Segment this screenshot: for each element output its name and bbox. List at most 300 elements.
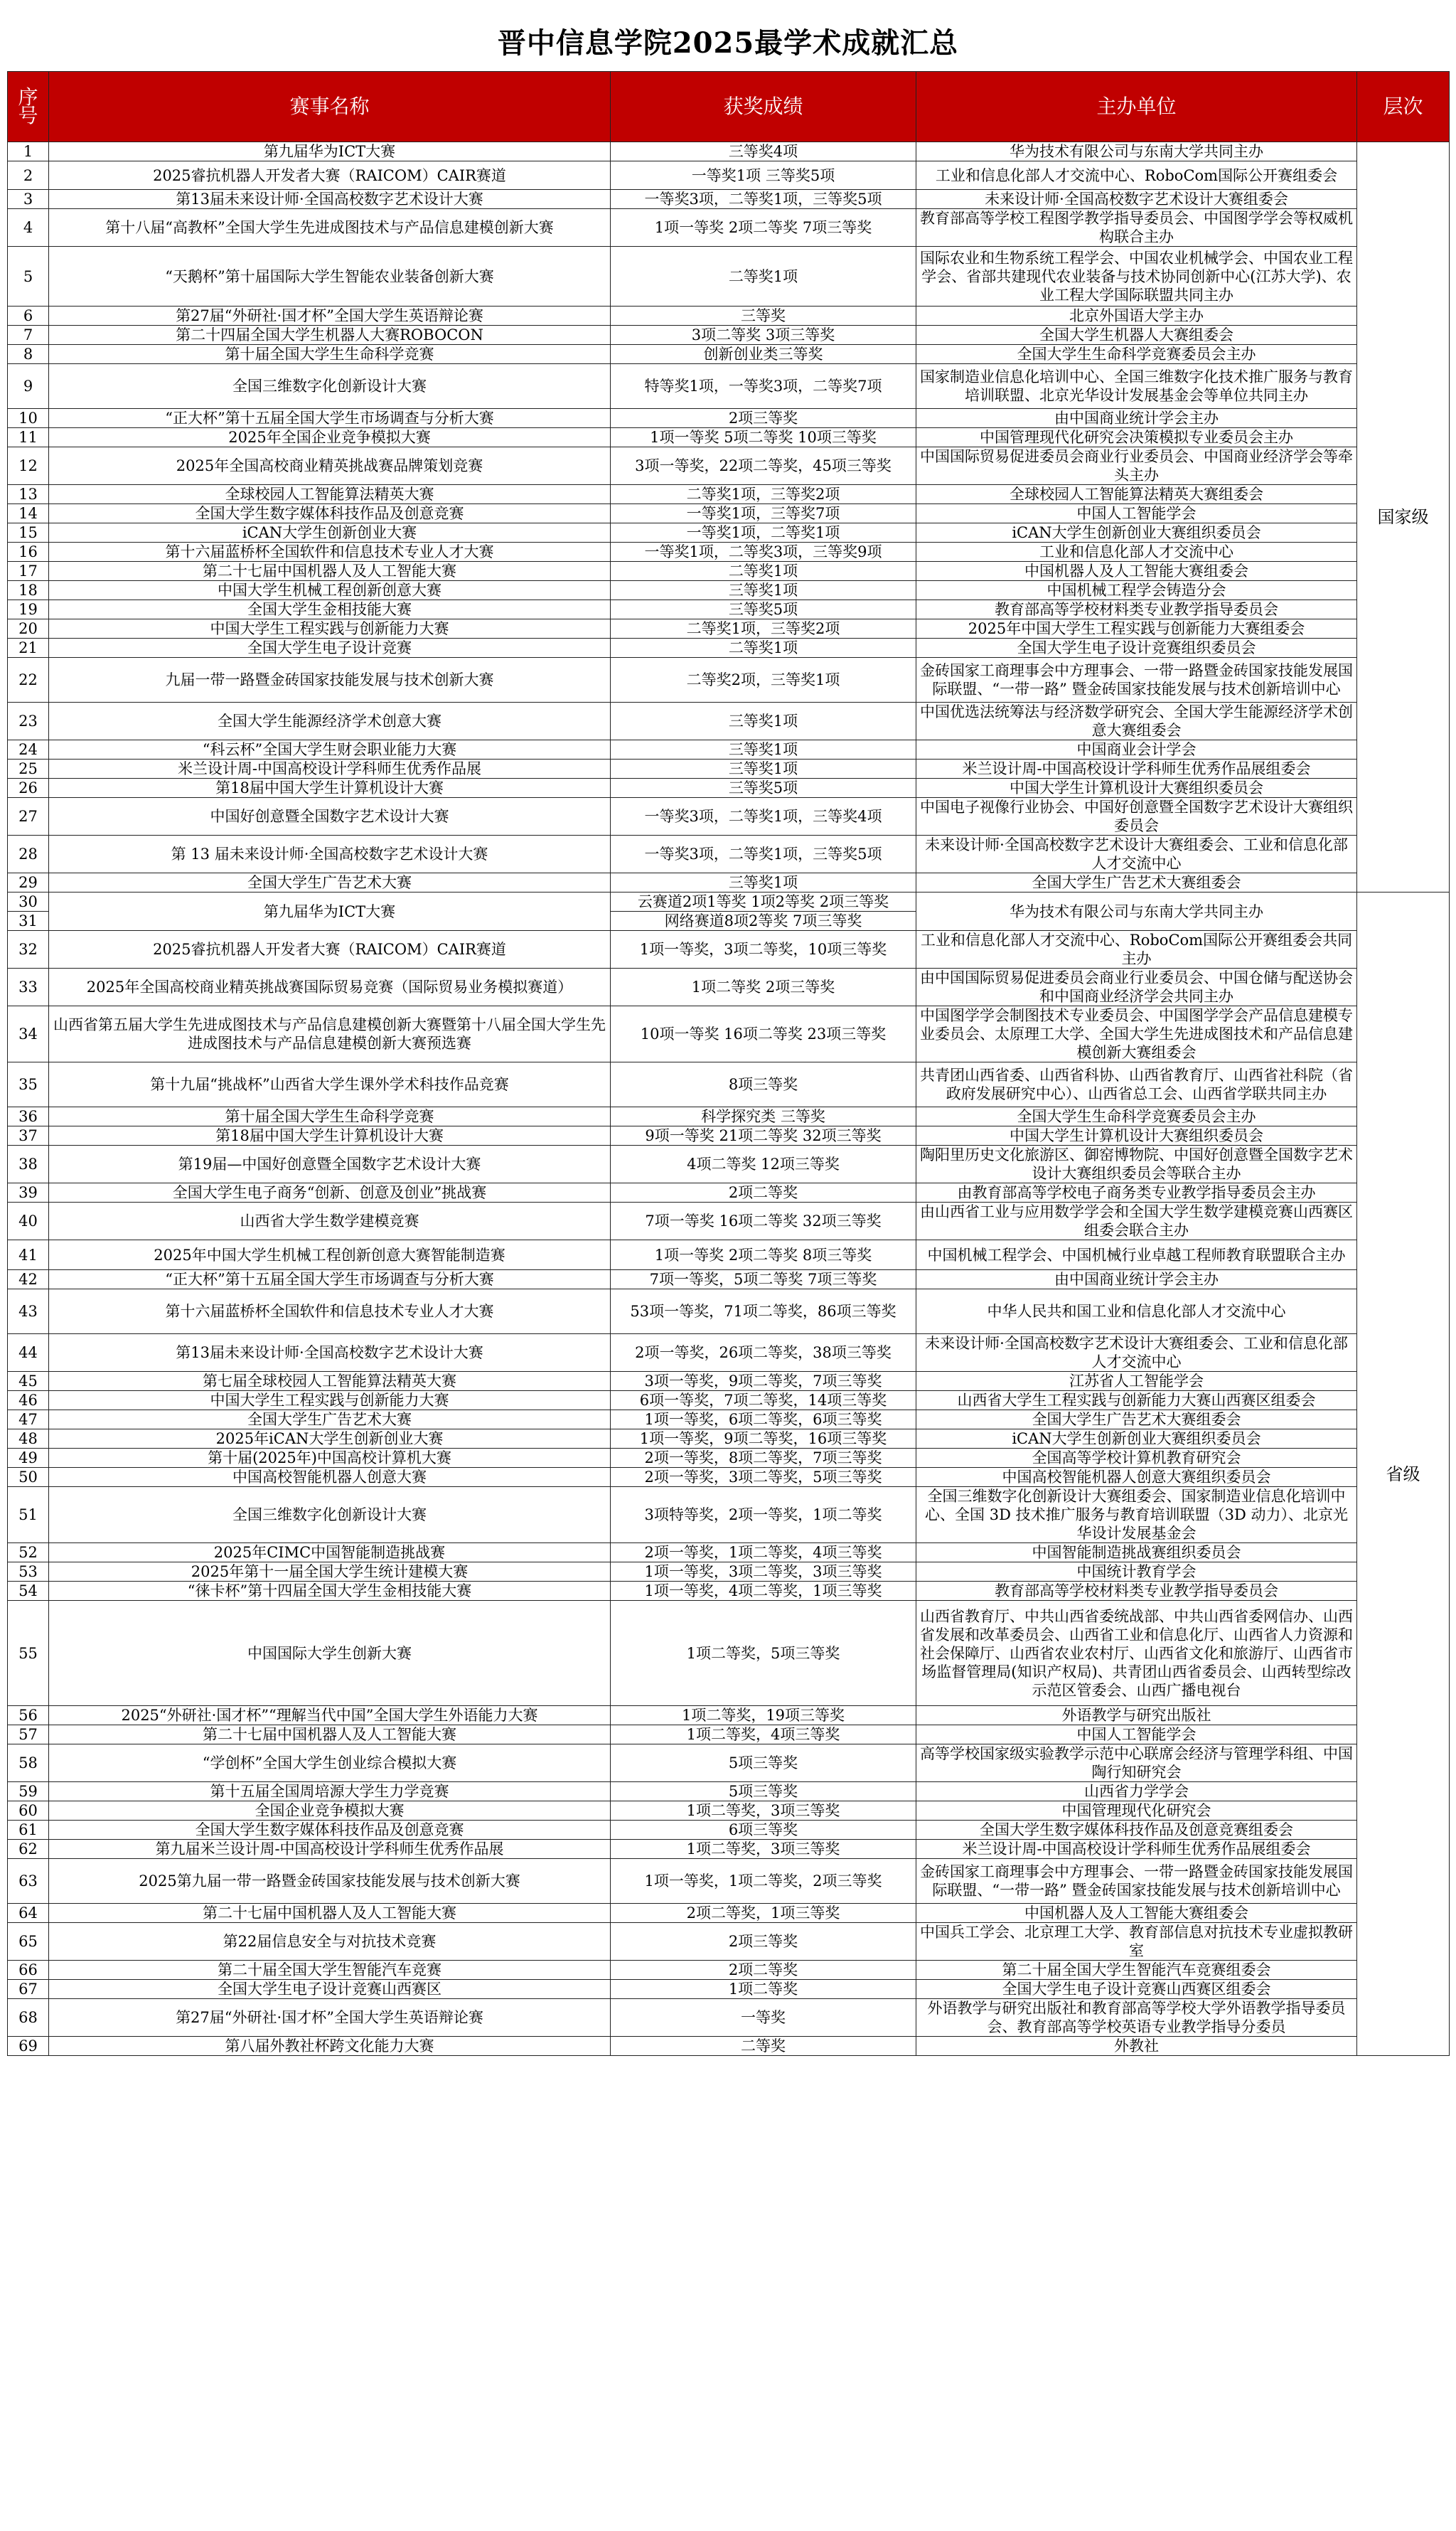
table-row — [8, 658, 1450, 703]
cell-result: 2项一等奖，3项二等奖，5项三等奖 — [611, 1468, 916, 1487]
cell-no: 61 — [8, 1821, 49, 1840]
cell-organizer: 华为技术有限公司与东南大学共同主办 — [916, 892, 1357, 931]
table-row — [8, 523, 1450, 543]
cell-organizer: 山西省大学生工程实践与创新能力大赛山西赛区组委会 — [916, 1391, 1357, 1410]
cell-competition-name: 2025“外研社·国才杯”“理解当代中国”全国大学生外语能力大赛 — [49, 1706, 611, 1725]
cell-result: 1项一等奖 5项二等奖 10项三等奖 — [611, 428, 916, 447]
table-row — [8, 1840, 1450, 1859]
cell-organizer: 中国商业会计学会 — [916, 740, 1357, 760]
cell-organizer: 2025年中国大学生工程实践与创新能力大赛组委会 — [916, 619, 1357, 639]
cell-competition-name: 2025年CIMC中国智能制造挑战赛 — [49, 1543, 611, 1562]
table-row — [8, 1782, 1450, 1801]
cell-competition-name: 全国企业竞争模拟大赛 — [49, 1801, 611, 1821]
cell-result: 一等奖 — [611, 1999, 916, 2037]
table-row — [8, 562, 1450, 581]
cell-competition-name: “正大杯”第十五届全国大学生市场调查与分析大赛 — [49, 1270, 611, 1289]
cell-organizer: 全国大学生数字媒体科技作品及创意竞赛组委会 — [916, 1821, 1357, 1840]
cell-competition-name: 2025睿抗机器人开发者大赛（RAICOM）CAIR赛道 — [49, 161, 611, 190]
cell-organizer: 教育部高等学校材料类专业教学指导委员会 — [916, 600, 1357, 619]
table-row — [8, 1468, 1450, 1487]
table-row — [8, 1203, 1450, 1240]
cell-competition-name: 全国大学生电子商务“创新、创意及创业”挑战赛 — [49, 1183, 611, 1203]
cell-competition-name: 第27届“外研社·国才杯”全国大学生英语辩论赛 — [49, 307, 611, 326]
cell-result: 1项二等奖，3项三等奖 — [611, 1801, 916, 1821]
cell-organizer: 中国管理现代化研究会决策模拟专业委员会主办 — [916, 428, 1357, 447]
cell-result: 二等奖1项 — [611, 639, 916, 658]
cell-competition-name: 第十届(2025年)中国高校计算机大赛 — [49, 1449, 611, 1468]
cell-competition-name: 全国大学生电子设计竞赛山西赛区 — [49, 1980, 611, 1999]
cell-competition-name: “科云杯”全国大学生财会职业能力大赛 — [49, 740, 611, 760]
cell-organizer: 中国兵工学会、北京理工大学、教育部信息对抗技术专业虚拟教研室 — [916, 1923, 1357, 1961]
cell-no: 1 — [8, 142, 49, 161]
cell-result: 1项一等奖 2项二等奖 8项三等奖 — [611, 1240, 916, 1270]
table-row — [8, 1126, 1450, 1146]
table-row — [8, 485, 1450, 504]
level-provincial: 省级 — [1357, 892, 1450, 2056]
cell-no: 56 — [8, 1706, 49, 1725]
cell-no: 40 — [8, 1203, 49, 1240]
table-row — [8, 364, 1450, 409]
cell-result: 3项特等奖，2项一等奖，1项二等奖 — [611, 1487, 916, 1543]
cell-no: 7 — [8, 326, 49, 345]
cell-result: 一等奖1项，三等奖7项 — [611, 504, 916, 523]
cell-organizer: 华为技术有限公司与东南大学共同主办 — [916, 142, 1357, 161]
cell-no: 58 — [8, 1744, 49, 1782]
cell-organizer: 工业和信息化部人才交流中心、RoboCom国际公开赛组委会 — [916, 161, 1357, 190]
cell-result: 2项二等奖 — [611, 1961, 916, 1980]
cell-organizer: 中国人工智能学会 — [916, 504, 1357, 523]
cell-competition-name: 全国大学生广告艺术大赛 — [49, 1410, 611, 1429]
cell-organizer: 第二十届全国大学生智能汽车竞赛组委会 — [916, 1961, 1357, 1980]
table-row — [8, 307, 1450, 326]
cell-no: 42 — [8, 1270, 49, 1289]
cell-organizer: 中国高校智能机器人创意大赛组织委员会 — [916, 1468, 1357, 1487]
cell-organizer: 中国图学学会制图技术专业委员会、中国图学学会产品信息建模专业委员会、太原理工大学、全国大学生先进成图技术和产品信息建模创新大赛组委会 — [916, 1006, 1357, 1062]
cell-result: 二等奖1项，三等奖2项 — [611, 619, 916, 639]
cell-no: 23 — [8, 703, 49, 740]
cell-result: 二等奖1项，三等奖2项 — [611, 485, 916, 504]
cell-organizer: 全国大学生生命科学竞赛委员会主办 — [916, 345, 1357, 364]
cell-competition-name: 第二十七届中国机器人及人工智能大赛 — [49, 1725, 611, 1744]
cell-competition-name: 九届一带一路暨金砖国家技能发展与技术创新大赛 — [49, 658, 611, 703]
cell-result: 1项二等奖 — [611, 1980, 916, 1999]
cell-no: 21 — [8, 639, 49, 658]
cell-competition-name: 中国国际大学生创新大赛 — [49, 1601, 611, 1706]
cell-result: 三等奖1项 — [611, 740, 916, 760]
cell-result: 8项三等奖 — [611, 1062, 916, 1107]
cell-competition-name: “徕卡杯”第十四届全国大学生金相技能大赛 — [49, 1582, 611, 1601]
cell-no: 29 — [8, 873, 49, 892]
cell-no: 11 — [8, 428, 49, 447]
cell-competition-name: 第十六届蓝桥杯全国软件和信息技术专业人才大赛 — [49, 1289, 611, 1334]
table-row — [8, 504, 1450, 523]
cell-result: 2项一等奖，26项二等奖，38项三等奖 — [611, 1334, 916, 1372]
cell-organizer: 中国机械工程学会、中国机械行业卓越工程师教育联盟联合主办 — [916, 1240, 1357, 1270]
cell-no: 28 — [8, 836, 49, 873]
cell-competition-name: 第27届“外研社·国才杯”全国大学生英语辩论赛 — [49, 1999, 611, 2037]
cell-organizer: 中国智能制造挑战赛组织委员会 — [916, 1543, 1357, 1562]
cell-no: 9 — [8, 364, 49, 409]
cell-result: 三等奖1项 — [611, 873, 916, 892]
cell-no: 45 — [8, 1372, 49, 1391]
cell-competition-name: 全国大学生金相技能大赛 — [49, 600, 611, 619]
cell-competition-name: 2025睿抗机器人开发者大赛（RAICOM）CAIR赛道 — [49, 931, 611, 969]
cell-organizer: 米兰设计周-中国高校设计学科师生优秀作品展组委会 — [916, 760, 1357, 779]
cell-organizer: 工业和信息化部人才交流中心 — [916, 543, 1357, 562]
cell-result: 特等奖1项，一等奖3项，二等奖7项 — [611, 364, 916, 409]
cell-result: 三等奖 — [611, 307, 916, 326]
cell-result: 3项二等奖 3项三等奖 — [611, 326, 916, 345]
cell-organizer: 由山西省工业与应用数学学会和全国大学生数学建模竞赛山西赛区组委会联合主办 — [916, 1203, 1357, 1240]
header-organizer: 主办单位 — [916, 72, 1357, 142]
cell-result: 二等奖1项 — [611, 247, 916, 307]
table-body — [8, 142, 1450, 2056]
cell-competition-name: 全球校园人工智能算法精英大赛 — [49, 485, 611, 504]
cell-organizer: 共青团山西省委、山西省科协、山西省教育厅、山西省社科院（省政府发展研究中心）、山西省总工会、山西省学联共同主办 — [916, 1062, 1357, 1107]
cell-organizer: 高等学校国家级实验教学示范中心联席会经济与管理学科组、中国陶行知研究会 — [916, 1744, 1357, 1782]
table-row — [8, 1449, 1450, 1468]
cell-competition-name: 中国好创意暨全国数字艺术设计大赛 — [49, 798, 611, 836]
page-title: 晋中信息学院2025最学术成就汇总 — [497, 26, 959, 60]
cell-organizer: 由中国国际贸易促进委员会商业行业委员会、中国仓储与配送协会和中国商业经济学会共同主办 — [916, 969, 1357, 1006]
table-row — [8, 1923, 1450, 1961]
cell-organizer: 山西省教育厅、中共山西省委统战部、中共山西省委网信办、山西省发展和改革委员会、山西省工业和信息化厅、山西省人力资源和社会保障厅、山西省农业农村厅、山西省文化和旅游厅、山西省市场监督管理局(知识产权局)、共青团山西省委员会、山西转型综改示范区管委会、山西广播电视台 — [916, 1601, 1357, 1706]
cell-result: 9项一等奖 21项二等奖 32项三等奖 — [611, 1126, 916, 1146]
cell-competition-name: 中国大学生机械工程创新创意大赛 — [49, 581, 611, 600]
achievement-sheet — [7, 10, 1449, 2056]
cell-result: 一等奖1项，二等奖1项 — [611, 523, 916, 543]
cell-result: 三等奖1项 — [611, 581, 916, 600]
table-row — [8, 1183, 1450, 1203]
cell-no: 15 — [8, 523, 49, 543]
cell-result: 2项一等奖，1项二等奖，4项三等奖 — [611, 1543, 916, 1562]
cell-result: 三等奖1项 — [611, 760, 916, 779]
cell-no: 63 — [8, 1859, 49, 1904]
cell-organizer: 米兰设计周-中国高校设计学科师生优秀作品展组委会 — [916, 1840, 1357, 1859]
cell-competition-name: 米兰设计周-中国高校设计学科师生优秀作品展 — [49, 760, 611, 779]
header-competition-name: 赛事名称 — [49, 72, 611, 142]
cell-result: 1项二等奖，3项三等奖 — [611, 1840, 916, 1859]
cell-organizer: 国家制造业信息化培训中心、全国三维数字化技术推广服务与教育培训联盟、北京光华设计发展基金会等单位共同主办 — [916, 364, 1357, 409]
cell-no: 44 — [8, 1334, 49, 1372]
cell-no: 36 — [8, 1107, 49, 1126]
cell-organizer: 由中国商业统计学会主办 — [916, 1270, 1357, 1289]
cell-no: 14 — [8, 504, 49, 523]
cell-competition-name: 全国大学生广告艺术大赛 — [49, 873, 611, 892]
table-row — [8, 798, 1450, 836]
cell-organizer: 中国管理现代化研究会 — [916, 1801, 1357, 1821]
cell-no: 37 — [8, 1126, 49, 1146]
table-row — [8, 619, 1450, 639]
cell-competition-name: 第九届米兰设计周-中国高校设计学科师生优秀作品展 — [49, 1840, 611, 1859]
table-row — [8, 836, 1450, 873]
cell-result: 2项三等奖 — [611, 1923, 916, 1961]
table-row — [8, 2037, 1450, 2056]
cell-competition-name: 第十九届“挑战杯”山西省大学生课外学术科技作品竞赛 — [49, 1062, 611, 1107]
table-row — [8, 1270, 1450, 1289]
cell-organizer: iCAN大学生创新创业大赛组织委员会 — [916, 523, 1357, 543]
cell-no: 18 — [8, 581, 49, 600]
cell-competition-name: 全国三维数字化创新设计大赛 — [49, 364, 611, 409]
cell-result: 云赛道2项1等奖 1项2等奖 2项三等奖 — [611, 892, 916, 912]
cell-competition-name: 第22届信息安全与对抗技术竞赛 — [49, 1923, 611, 1961]
cell-result: 1项一等奖，3项二等奖，3项三等奖 — [611, 1562, 916, 1582]
header-level: 层次 — [1357, 72, 1450, 142]
cell-competition-name: 第 13 届未来设计师·全国高校数字艺术设计大赛 — [49, 836, 611, 873]
cell-no: 22 — [8, 658, 49, 703]
cell-no: 46 — [8, 1391, 49, 1410]
cell-result: 一等奖1项 三等奖5项 — [611, 161, 916, 190]
cell-organizer: 全国大学生广告艺术大赛组委会 — [916, 873, 1357, 892]
cell-competition-name: 第二十届全国大学生智能汽车竞赛 — [49, 1961, 611, 1980]
cell-organizer: 教育部高等学校材料类专业教学指导委员会 — [916, 1582, 1357, 1601]
cell-organizer: 北京外国语大学主办 — [916, 307, 1357, 326]
table-row — [8, 326, 1450, 345]
cell-no: 51 — [8, 1487, 49, 1543]
cell-no: 69 — [8, 2037, 49, 2056]
cell-result: 2项三等奖 — [611, 409, 916, 428]
cell-result: 二等奖 — [611, 2037, 916, 2056]
cell-no: 4 — [8, 209, 49, 247]
cell-result: 3项一等奖，22项二等奖，45项三等奖 — [611, 447, 916, 485]
level-national: 国家级 — [1357, 142, 1450, 892]
cell-no: 55 — [8, 1601, 49, 1706]
cell-result: 7项一等奖，5项二等奖 7项三等奖 — [611, 1270, 916, 1289]
table-row — [8, 247, 1450, 307]
cell-organizer: 中华人民共和国工业和信息化部人才交流中心 — [916, 1289, 1357, 1334]
cell-result: 10项一等奖 16项二等奖 23项三等奖 — [611, 1006, 916, 1062]
table-row — [8, 1334, 1450, 1372]
table-row — [8, 1801, 1450, 1821]
cell-no: 20 — [8, 619, 49, 639]
cell-organizer: 工业和信息化部人才交流中心、RoboCom国际公开赛组委会共同主办 — [916, 931, 1357, 969]
cell-result: 1项一等奖，3项二等奖，10项三等奖 — [611, 931, 916, 969]
cell-result: 1项二等奖，4项三等奖 — [611, 1725, 916, 1744]
header-result: 获奖成绩 — [611, 72, 916, 142]
table-row — [8, 1487, 1450, 1543]
cell-competition-name: 2025年全国高校商业精英挑战赛品牌策划竞赛 — [49, 447, 611, 485]
cell-competition-name: “学创杯”全国大学生创业综合模拟大赛 — [49, 1744, 611, 1782]
cell-result: 53项一等奖，71项二等奖，86项三等奖 — [611, 1289, 916, 1334]
cell-organizer: 未来设计师·全国高校数字艺术设计大赛组委会、工业和信息化部人才交流中心 — [916, 1334, 1357, 1372]
cell-competition-name: 第18届中国大学生计算机设计大赛 — [49, 779, 611, 798]
cell-organizer: 中国机器人及人工智能大赛组委会 — [916, 562, 1357, 581]
table-row — [8, 600, 1450, 619]
cell-organizer: 中国统计教育学会 — [916, 1562, 1357, 1582]
cell-result: 科学探究类 三等奖 — [611, 1107, 916, 1126]
cell-competition-name: 2025年全国企业竞争模拟大赛 — [49, 428, 611, 447]
cell-result: 2项二等奖，1项三等奖 — [611, 1904, 916, 1923]
table-row — [8, 969, 1450, 1006]
table-row — [8, 1006, 1450, 1062]
table-row — [8, 1562, 1450, 1582]
cell-competition-name: 山西省大学生数学建模竞赛 — [49, 1203, 611, 1240]
cell-organizer: 金砖国家工商理事会中方理事会、一带一路暨金砖国家技能发展国际联盟、“一带一路” 暨金砖国家技能发展与技术创新培训中心 — [916, 1859, 1357, 1904]
table-row — [8, 1859, 1450, 1904]
table-row — [8, 1725, 1450, 1744]
cell-no: 13 — [8, 485, 49, 504]
cell-result: 5项三等奖 — [611, 1744, 916, 1782]
cell-organizer: 未来设计师·全国高校数字艺术设计大赛组委会 — [916, 190, 1357, 209]
table-row — [8, 740, 1450, 760]
cell-competition-name: 第七届全球校园人工智能算法精英大赛 — [49, 1372, 611, 1391]
cell-organizer: 江苏省人工智能学会 — [916, 1372, 1357, 1391]
cell-no: 54 — [8, 1582, 49, 1601]
cell-organizer: 中国机械工程学会铸造分会 — [916, 581, 1357, 600]
cell-no: 47 — [8, 1410, 49, 1429]
cell-competition-name: 2025第九届一带一路暨金砖国家技能发展与技术创新大赛 — [49, 1859, 611, 1904]
cell-no: 67 — [8, 1980, 49, 1999]
cell-competition-name: 第十届全国大学生生命科学竞赛 — [49, 345, 611, 364]
cell-competition-name: 中国大学生工程实践与创新能力大赛 — [49, 1391, 611, 1410]
cell-competition-name: 第九届华为ICT大赛 — [49, 892, 611, 931]
cell-no: 8 — [8, 345, 49, 364]
cell-no: 66 — [8, 1961, 49, 1980]
cell-no: 17 — [8, 562, 49, 581]
table-row — [8, 1582, 1450, 1601]
cell-competition-name: “正大杯”第十五届全国大学生市场调查与分析大赛 — [49, 409, 611, 428]
cell-no: 12 — [8, 447, 49, 485]
cell-organizer: 国际农业和生物系统工程学会、中国农业机械学会、中国农业工程学会、省部共建现代农业装备与技术协同创新中心(江苏大学)、农业工程大学国际联盟共同主办 — [916, 247, 1357, 307]
cell-no: 19 — [8, 600, 49, 619]
cell-result: 1项一等奖 2项二等奖 7项三等奖 — [611, 209, 916, 247]
cell-no: 64 — [8, 1904, 49, 1923]
cell-result: 1项二等奖，19项三等奖 — [611, 1706, 916, 1725]
table-row — [8, 142, 1450, 161]
cell-result: 三等奖1项 — [611, 703, 916, 740]
cell-competition-name: 全国大学生能源经济学术创意大赛 — [49, 703, 611, 740]
cell-no: 62 — [8, 1840, 49, 1859]
cell-competition-name: 中国大学生工程实践与创新能力大赛 — [49, 619, 611, 639]
table-row — [8, 161, 1450, 190]
table-header-row — [8, 72, 1450, 142]
cell-result: 三等奖4项 — [611, 142, 916, 161]
cell-competition-name: iCAN大学生创新创业大赛 — [49, 523, 611, 543]
cell-organizer: 全国大学生广告艺术大赛组委会 — [916, 1410, 1357, 1429]
cell-result: 1项一等奖，1项二等奖，2项三等奖 — [611, 1859, 916, 1904]
awards-table — [7, 71, 1450, 2056]
table-row — [8, 345, 1450, 364]
table-row — [8, 1372, 1450, 1391]
cell-competition-name: 第九届华为ICT大赛 — [49, 142, 611, 161]
table-row — [8, 1821, 1450, 1840]
cell-competition-name: 第二十七届中国机器人及人工智能大赛 — [49, 1904, 611, 1923]
table-row — [8, 1601, 1450, 1706]
table-row — [8, 703, 1450, 740]
table-row — [8, 892, 1450, 912]
cell-no: 68 — [8, 1999, 49, 2037]
cell-result: 1项一等奖，9项二等奖，16项三等奖 — [611, 1429, 916, 1449]
cell-no: 50 — [8, 1468, 49, 1487]
cell-competition-name: 2025年第十一届全国大学生统计建模大赛 — [49, 1562, 611, 1582]
cell-result: 3项一等奖，9项二等奖，7项三等奖 — [611, 1372, 916, 1391]
header-no: 序号 — [8, 72, 49, 142]
cell-result: 7项一等奖 16项二等奖 32项三等奖 — [611, 1203, 916, 1240]
table-row — [8, 1543, 1450, 1562]
cell-competition-name: 全国大学生电子设计竞赛 — [49, 639, 611, 658]
cell-organizer: 中国人工智能学会 — [916, 1725, 1357, 1744]
cell-no: 16 — [8, 543, 49, 562]
table-row — [8, 1289, 1450, 1334]
cell-competition-name: 第19届—中国好创意暨全国数字艺术设计大赛 — [49, 1146, 611, 1183]
cell-result: 2项二等奖 — [611, 1183, 916, 1203]
table-row — [8, 1706, 1450, 1725]
table-row — [8, 1410, 1450, 1429]
cell-result: 一等奖3项，二等奖1项，三等奖5项 — [611, 836, 916, 873]
cell-no: 65 — [8, 1923, 49, 1961]
cell-organizer: 由教育部高等学校电子商务类专业教学指导委员会主办 — [916, 1183, 1357, 1203]
cell-result: 1项一等奖，6项二等奖，6项三等奖 — [611, 1410, 916, 1429]
table-row — [8, 1240, 1450, 1270]
cell-organizer: 全国高等学校计算机教育研究会 — [916, 1449, 1357, 1468]
cell-organizer: 中国大学生计算机设计大赛组织委员会 — [916, 1126, 1357, 1146]
cell-competition-name: 第十五届全国周培源大学生力学竞赛 — [49, 1782, 611, 1801]
cell-result: 4项二等奖 12项三等奖 — [611, 1146, 916, 1183]
cell-competition-name: 全国三维数字化创新设计大赛 — [49, 1487, 611, 1543]
cell-result: 1项二等奖 2项三等奖 — [611, 969, 916, 1006]
cell-result: 创新创业类三等奖 — [611, 345, 916, 364]
cell-competition-name: 第二十七届中国机器人及人工智能大赛 — [49, 562, 611, 581]
table-row — [8, 209, 1450, 247]
cell-organizer: 中国机器人及人工智能大赛组委会 — [916, 1904, 1357, 1923]
cell-organizer: 中国优选法统筹法与经济数学研究会、全国大学生能源经济学术创意大赛组委会 — [916, 703, 1357, 740]
cell-competition-name: 第十八届“高教杯”全国大学生先进成图技术与产品信息建模创新大赛 — [49, 209, 611, 247]
cell-no: 26 — [8, 779, 49, 798]
cell-no: 32 — [8, 931, 49, 969]
cell-organizer: 全国大学生电子设计竞赛组织委员会 — [916, 639, 1357, 658]
cell-competition-name: 第十届全国大学生生命科学竞赛 — [49, 1107, 611, 1126]
table-row — [8, 760, 1450, 779]
cell-competition-name: “天鹅杯”第十届国际大学生智能农业装备创新大赛 — [49, 247, 611, 307]
table-row — [8, 639, 1450, 658]
cell-competition-name: 山西省第五届大学生先进成图技术与产品信息建模创新大赛暨第十八届全国大学生先进成图技术与产品信息建模创新大赛预选赛 — [49, 1006, 611, 1062]
cell-competition-name: 2025年全国高校商业精英挑战赛国际贸易竞赛（国际贸易业务模拟赛道） — [49, 969, 611, 1006]
table-row — [8, 873, 1450, 892]
cell-organizer: 山西省力学学会 — [916, 1782, 1357, 1801]
cell-no: 60 — [8, 1801, 49, 1821]
table-row — [8, 779, 1450, 798]
cell-result: 1项一等奖，4项二等奖，1项三等奖 — [611, 1582, 916, 1601]
table-row — [8, 1980, 1450, 1999]
table-row — [8, 1744, 1450, 1782]
cell-organizer: 全国大学生机器人大赛组委会 — [916, 326, 1357, 345]
cell-result: 二等奖2项，三等奖1项 — [611, 658, 916, 703]
cell-result: 三等奖5项 — [611, 600, 916, 619]
cell-organizer: 中国大学生计算机设计大赛组织委员会 — [916, 779, 1357, 798]
cell-no: 10 — [8, 409, 49, 428]
table-row — [8, 1146, 1450, 1183]
table-row — [8, 447, 1450, 485]
table-row — [8, 190, 1450, 209]
table-row — [8, 543, 1450, 562]
cell-no: 48 — [8, 1429, 49, 1449]
cell-competition-name: 第二十四届全国大学生机器人大赛ROBOCON — [49, 326, 611, 345]
cell-organizer: 未来设计师·全国高校数字艺术设计大赛组委会、工业和信息化部人才交流中心 — [916, 836, 1357, 873]
cell-result: 一等奖3项，二等奖1项，三等奖5项 — [611, 190, 916, 209]
cell-competition-name: 全国大学生数字媒体科技作品及创意竞赛 — [49, 504, 611, 523]
table-row — [8, 1961, 1450, 1980]
cell-result: 2项一等奖，8项二等奖，7项三等奖 — [611, 1449, 916, 1468]
cell-no: 49 — [8, 1449, 49, 1468]
cell-no: 34 — [8, 1006, 49, 1062]
cell-organizer: 金砖国家工商理事会中方理事会、一带一路暨金砖国家技能发展国际联盟、“一带一路” 暨金砖国家技能发展与技术创新培训中心 — [916, 658, 1357, 703]
cell-organizer: 中国电子视像行业协会、中国好创意暨全国数字艺术设计大赛组织委员会 — [916, 798, 1357, 836]
cell-competition-name: 全国大学生数字媒体科技作品及创意竞赛 — [49, 1821, 611, 1840]
cell-organizer: iCAN大学生创新创业大赛组织委员会 — [916, 1429, 1357, 1449]
cell-no: 41 — [8, 1240, 49, 1270]
cell-competition-name: 第13届未来设计师·全国高校数字艺术设计大赛 — [49, 190, 611, 209]
cell-result: 一等奖3项，二等奖1项，三等奖4项 — [611, 798, 916, 836]
